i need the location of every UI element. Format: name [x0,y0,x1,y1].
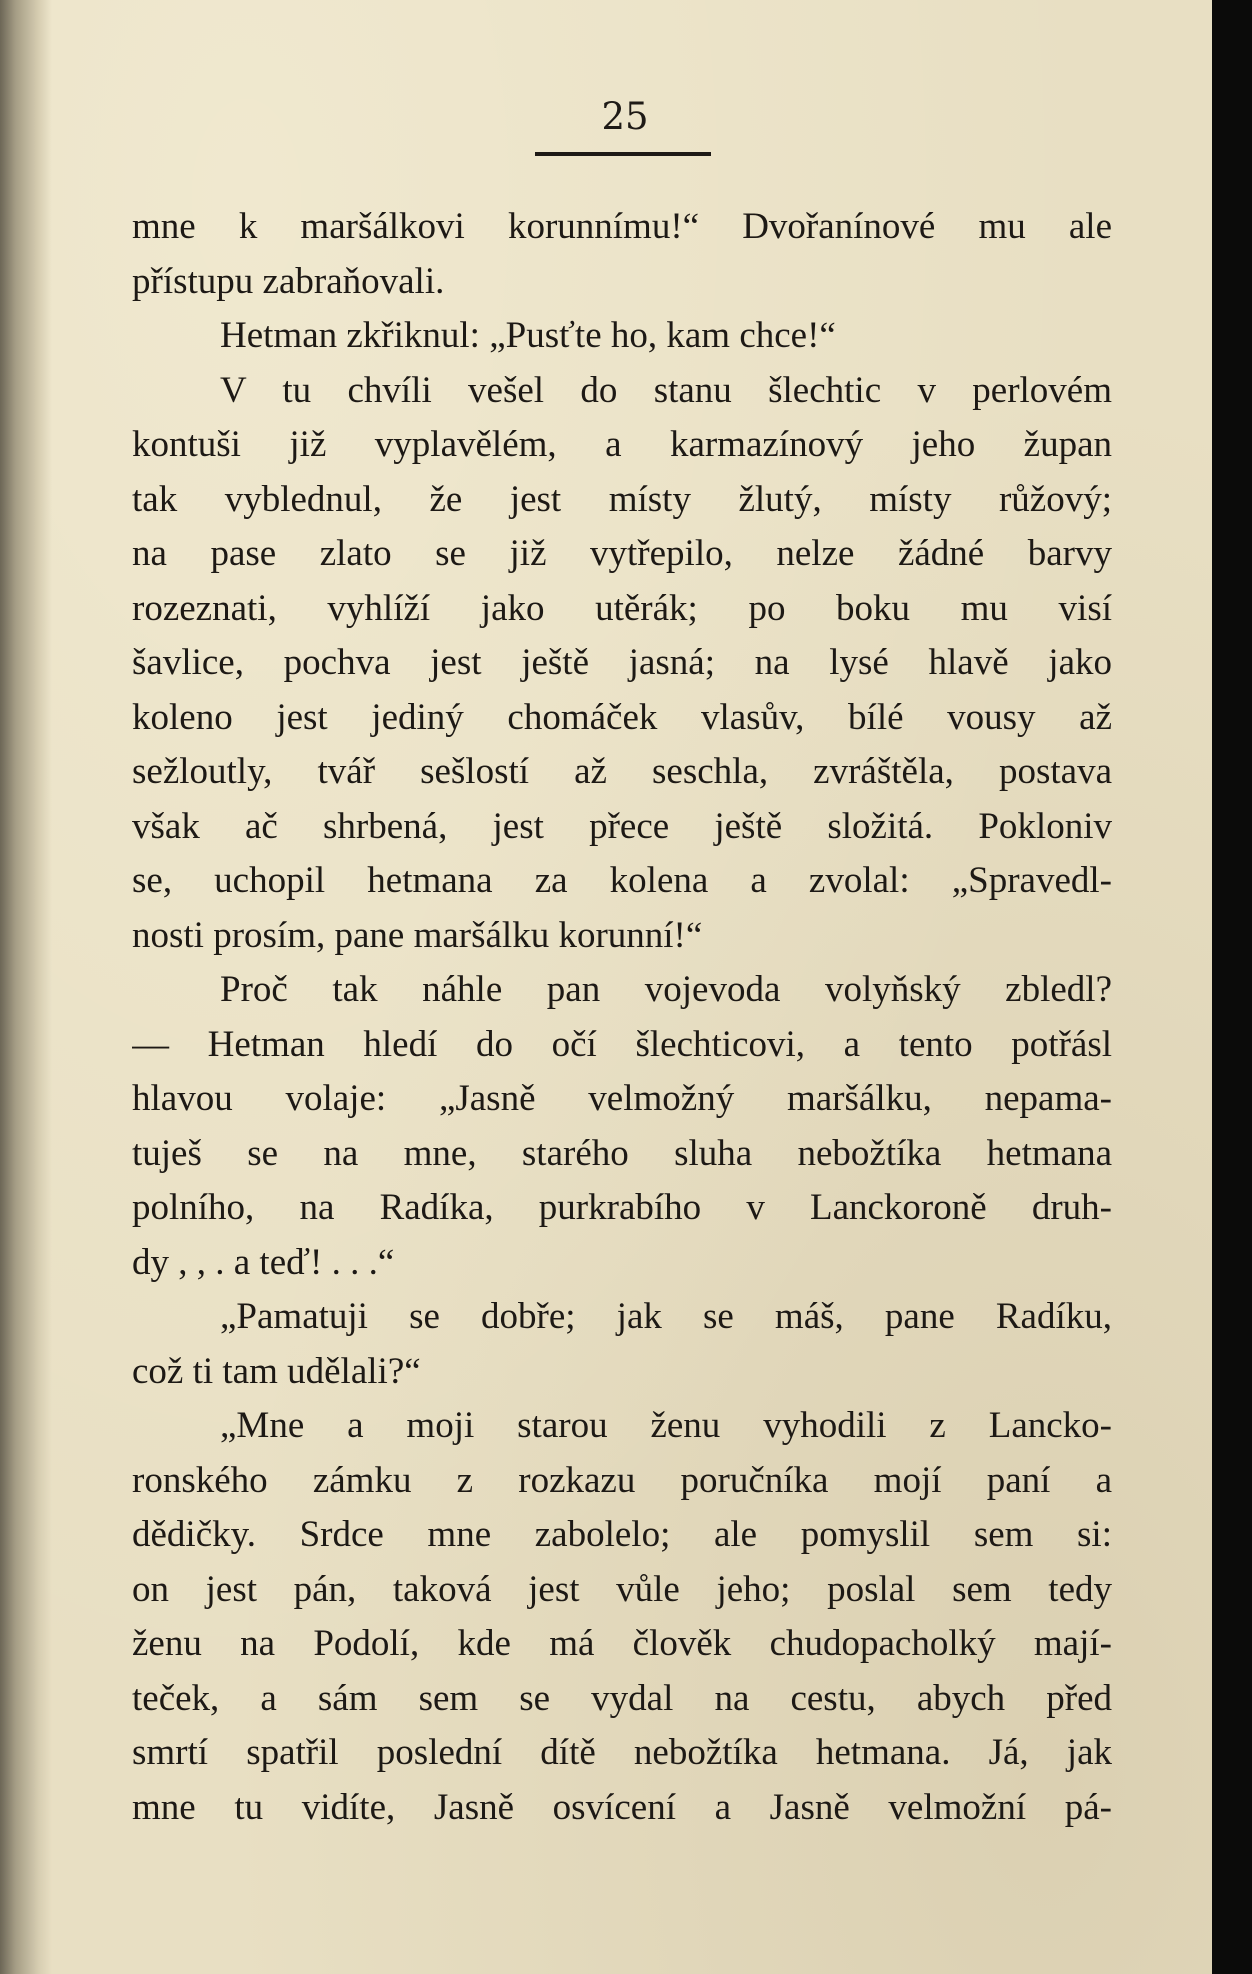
text-line: V tu chvíli vešel do stanu šlechtic v perlovém [220,369,1112,411]
text-line: teček, a sám sem se vydal na cestu, abych před [132,1677,1112,1719]
text-line: což ti tam udělali?“ [132,1350,421,1392]
text-line: však ač shrbená, jest přece ještě složitá. Pokloniv [132,805,1112,847]
text-line: nosti prosím, pane maršálku korunní!“ [132,914,703,956]
text-line: přístupu zabraňovali. [132,260,445,302]
text-line: polního, na Radíka, purkrabího v Lanckoroně druh- [132,1187,1112,1228]
text-line: „Pamatuji se dobře; jak se máš, pane Radíku, [220,1296,1112,1337]
text-line: dy , , . a teď! . . .“ [132,1241,395,1283]
text-line: kontuši již vyplavělém, a karmazínový jeho župan [132,424,1112,465]
text-line: na pase zlato se již vytřepilo, nelze žádné barvy [132,533,1112,574]
text-line: se, uchopil hetmana za kolena a zvolal: „Spravedl- [132,860,1112,901]
text-line: šavlice, pochva jest ještě jasná; na lysé hlavě jako [132,642,1112,683]
text-line: koleno jest jediný chomáček vlasův, bílé vousy až [132,696,1112,738]
page-gutter-shadow [0,0,52,1974]
page-number: 25 [601,95,649,138]
text-line: sežloutly, tvář sešlostí až seschla, zvráštěla, postava [132,751,1112,792]
text-line: rozeznati, vyhlíží jako utěrák; po boku mu visí [132,587,1112,629]
text-line: Hetman zkřiknul: „Pusťte ho, kam chce!“ [220,315,836,356]
body-text [132,200,1112,1835]
text-line: — Hetman hledí do očí šlechticovi, a tento potřásl [132,1023,1112,1065]
text-line: Proč tak náhle pan vojevoda volyňský zbledl? [220,969,1112,1010]
text-line: mne k maršálkovi korunnímu!“ Dvořanínové mu ale [132,206,1112,247]
text-line: tuješ se na mne, starého sluha nebožtíka hetmana [132,1132,1112,1174]
text-line: smrtí spatřil poslední dítě nebožtíka hetmana. Já, jak [132,1732,1112,1773]
text-line: ronského zámku z rozkazu poručníka mojí paní a [132,1459,1112,1501]
text-line: ženu na Podolí, kde má člověk chudopacholký mají- [132,1623,1112,1664]
text-line: mne tu vidíte, Jasně osvícení a Jasně velmožní pá- [132,1786,1112,1828]
text-line: on jest pán, taková jest vůle jeho; poslal sem tedy [132,1568,1112,1610]
text-line: „Mne a moji starou ženu vyhodili z Lancko- [220,1405,1112,1446]
text-line: dědičky. Srdce mne zabolelo; ale pomyslil sem si: [132,1514,1112,1555]
scan-right-edge [1212,0,1232,1974]
text-line: tak vyblednul, že jest místy žlutý, místy růžový; [132,478,1112,520]
page-number-rule [535,152,711,156]
text-line: hlavou volaje: „Jasně velmožný maršálku, nepama- [132,1078,1112,1119]
